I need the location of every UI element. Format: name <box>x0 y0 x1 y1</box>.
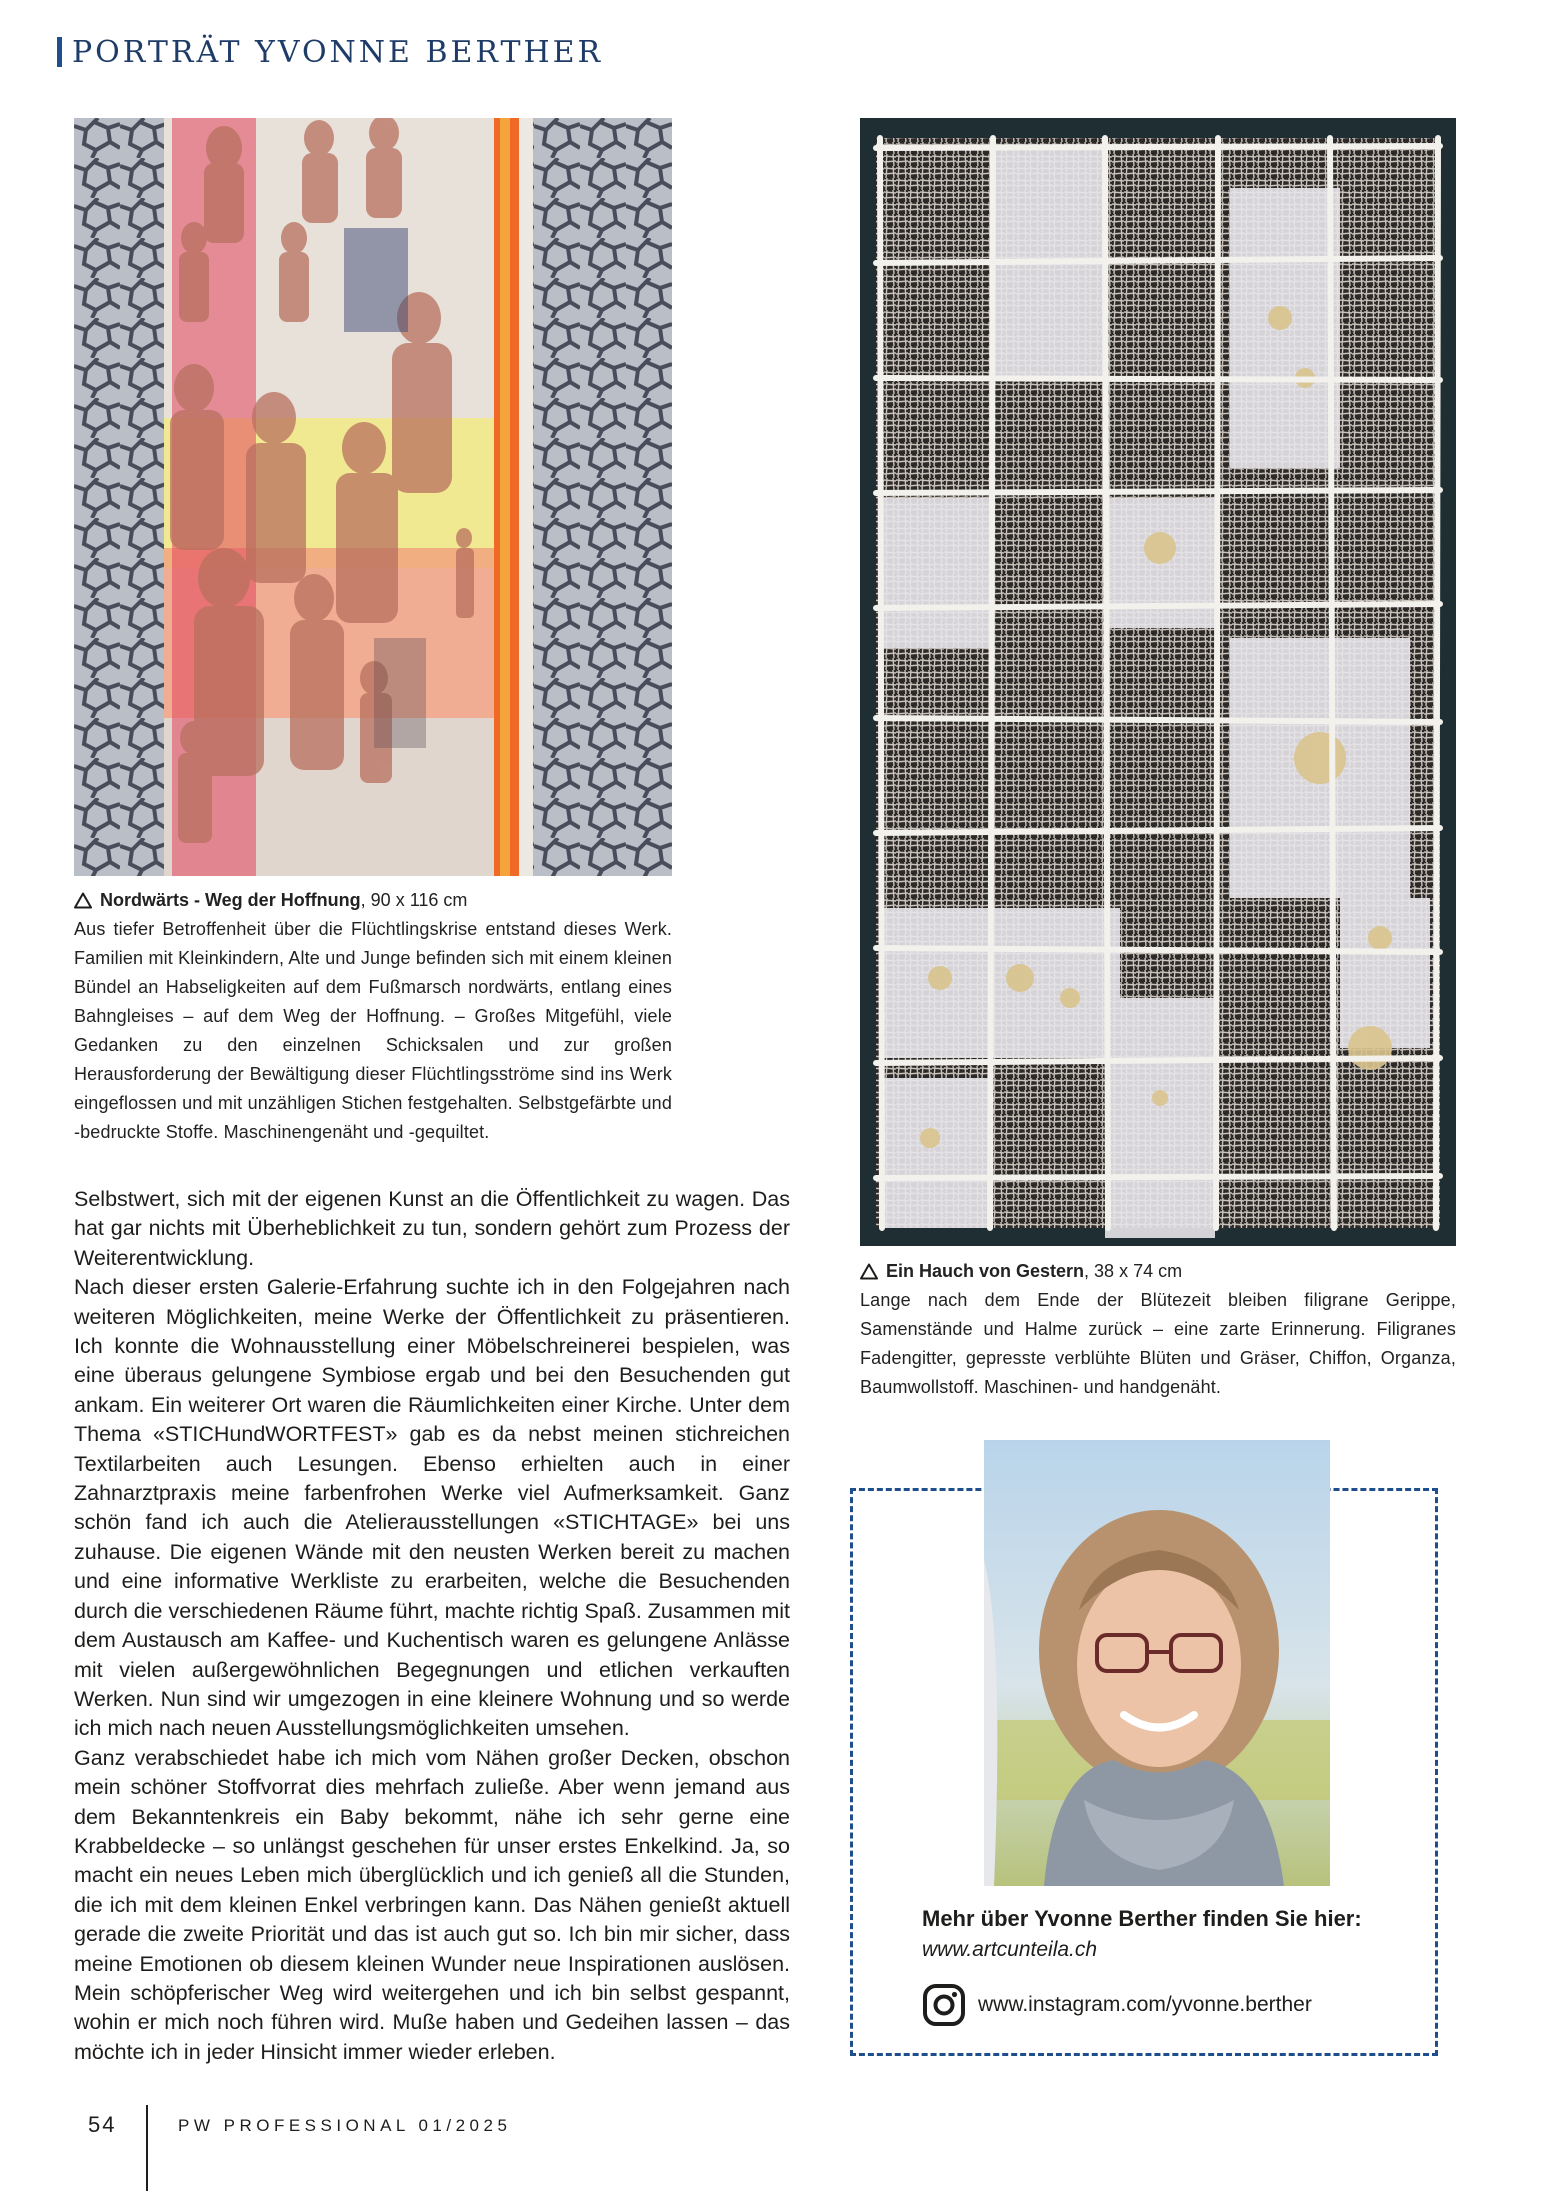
footer-divider <box>146 2105 148 2191</box>
header-accent-bar <box>57 37 62 67</box>
artwork-nordwaerts-image <box>74 118 672 876</box>
magazine-issue: PW PROFESSIONAL 01/2025 <box>178 2116 512 2135</box>
article-body <box>74 1185 790 2067</box>
page-header <box>57 32 603 72</box>
artwork-nordwaerts-dimensions: , 90 x 116 cm <box>360 890 468 910</box>
instagram-icon <box>922 1983 966 2027</box>
artwork-nordwaerts-caption <box>74 886 672 1147</box>
triangle-up-icon <box>74 892 92 909</box>
instagram-url[interactable]: www.instagram.com/yvonne.berther <box>978 1993 1312 2016</box>
artwork-hauch-description: Lange nach dem Ende der Blütezeit bleiben filigrane Gerippe, Samenstände und Halme zurück – eine zarte Erinnerung. Filigranes Fadengitter, gepresste verblühte Blüten und Gräser, Chiffon, Organza, Baumwollstoff. Maschinen- und handgenäht. <box>860 1290 1456 1397</box>
triangle-up-icon <box>860 1263 878 1280</box>
artwork-hauch-dimensions: , 38 x 74 cm <box>1084 1261 1183 1281</box>
body-paragraph: Nach dieser ersten Galerie-Erfahrung suchte ich in den Folgejahren nach weiteren Möglichkeiten, meine Werke der Öffentlichkeit zu präsentieren. Ich konnte die Wohnausstellung einer Möbelschreinerei bespielen, was eine überaus gelungene Symbiose ergab und bei den Besuchenden gut ankam. Ein weiterer Ort waren die Räumlichkeiten einer Kirche. Unter dem Thema «STICHundWORTFEST» gab es da nebst meinen stichreichen Textilarbeiten auch Lesungen. Ebenso erhielten auch in einer Zahnarztpraxis meine farbenfrohen Werke viel Aufmerksamkeit. Ganz schön fand ich auch die Atelierausstellungen «STICHTAGE» bei uns zuhause. Die eigenen Wände mit den neusten Werken bereit zu machen und eine informative Werkliste zu erarbeiten, welche die Besuchenden durch die verschiedenen Räume führt, machte richtig Spaß. Zusammen mit dem Austausch am Kaffee- und Kuchentisch waren es gelungene Anlässe mit vielen außergewöhnlichen Begegnungen und etlichen verkauften Werken. Nun sind wir umgezogen in eine kleinere Wohnung und so werde ich mich nach neuen Ausstellungsmöglichkeiten umsehen. <box>74 1275 790 1741</box>
info-heading: Mehr über Yvonne Berther finden Sie hier: <box>922 1906 1362 1931</box>
artwork-hauch-image <box>860 118 1456 1246</box>
page-title: PORTRÄT YVONNE BERTHER <box>72 34 604 70</box>
instagram-link[interactable] <box>922 1983 1312 2027</box>
artwork-hauch-title: Ein Hauch von Gestern <box>886 1261 1085 1281</box>
artwork-nordwaerts-description: Aus tiefer Betroffenheit über die Flüchtlingskrise entstand dieses Werk. Familien mit Kleinkindern, Alte und Junge befinden sich mit einem kleinen Bündel an Habseligkeiten auf dem Fußmarsch nordwärts, entlang eines Bahngleises – auf dem Weg der Hoffnung. – Großes Mitgefühl, viele Gedanken zu den einzelnen Schicksalen und zur großen Herausforderung der Bewältigung dieser Flüchtlingsströme sind ins Werk eingeflossen und mit unzähligen Stichen festgehalten. Selbstgefärbte und -bedruckte Stoffe. Maschinengenäht und -gequiltet. <box>74 919 672 1142</box>
artist-portrait-photo <box>984 1440 1330 1886</box>
artwork-hauch-caption <box>860 1257 1456 1402</box>
artwork-nordwaerts-title: Nordwärts - Weg der Hoffnung <box>100 890 361 910</box>
website-link[interactable]: www.artcunteila.ch <box>922 1938 1098 1961</box>
body-paragraph: Ganz verabschiedet habe ich mich vom Nähen großer Decken, obschon mein schöner Stoffvorrat dies mehrfach zuließe. Aber wenn jemand aus dem Bekanntenkreis ein Baby bekommt, nähe ich sehr gerne eine Krabbeldecke – so unlängst geschehen für unser erstes Enkelkind. Ja, so macht ein neues Leben mich überglücklich und ich genieß all die Stunden, die ich mit dem kleinen Enkel verbringen kann. Das Nähen genießt aktuell gerade die zweite Priorität und das ist auch gut so. Ich bin mir sicher, dass meine Emotionen ob diesem kleinen Wunder neue Inspirationen auslösen. Mein schöpferischer Weg wird weitergehen und ich bin selbst gespannt, wohin er mich noch führen wird. Muße haben und Gedeihen lassen – das möchte ich in jeder Hinsicht immer wieder erleben. <box>74 1745 790 2064</box>
page-number: 54 <box>88 2112 117 2137</box>
body-paragraph: Selbstwert, sich mit der eigenen Kunst an die Öffentlichkeit zu wagen. Das hat gar nichts mit Überheblichkeit zu tun, sondern gehört zum Prozess der Weiterentwicklung. <box>74 1187 790 1270</box>
